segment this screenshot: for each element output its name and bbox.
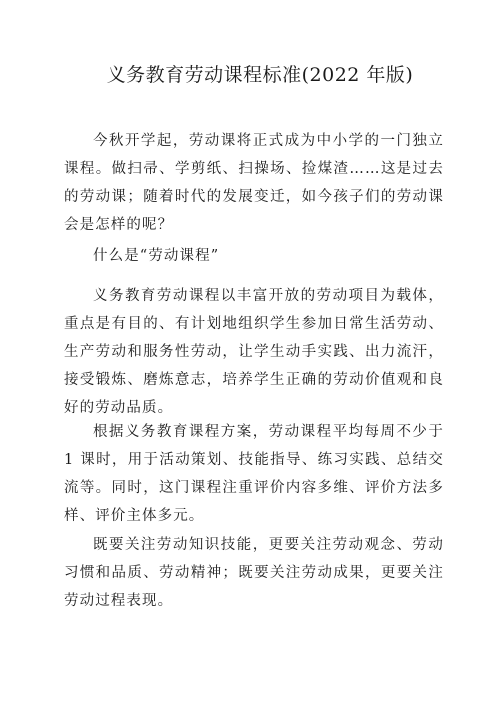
- section-heading: 什么是“劳动课程”: [93, 248, 220, 264]
- paragraph-definition: 义务教育劳动课程以丰富开放的劳动项目为载体，重点是有目的、有计划地组织学生参加日常生活劳动、生产劳动和服务性劳动，让学生动手实践、出力流汗，接受锻炼、磨炼意志，培养学生正确的劳动价值观和良好的劳动品质。: [64, 288, 444, 416]
- document-title: 义务教育劳动课程标准(2022 年版): [106, 64, 414, 86]
- paragraph-focus: 既要关注劳动知识技能，更要关注劳动观念、劳动习惯和品质、劳动精神；既要关注劳动成果，更要关注劳动过程表现。: [64, 537, 444, 609]
- paragraph-intro: 今秋开学起，劳动课将正式成为中小学的一门独立课程。做扫帚、学剪纸、扫操场、捡煤渣……这是过去的劳动课；随着时代的发展变迁，如今孩子们的劳动课会是怎样的呢？: [64, 133, 444, 233]
- paragraph-schedule: 根据义务教育课程方案，劳动课程平均每周不少于 1 课时，用于活动策划、技能指导、练习实践、总结交流等。同时，这门课程注重评价内容多维、评价方法多样、评价主体多元。: [64, 424, 444, 524]
